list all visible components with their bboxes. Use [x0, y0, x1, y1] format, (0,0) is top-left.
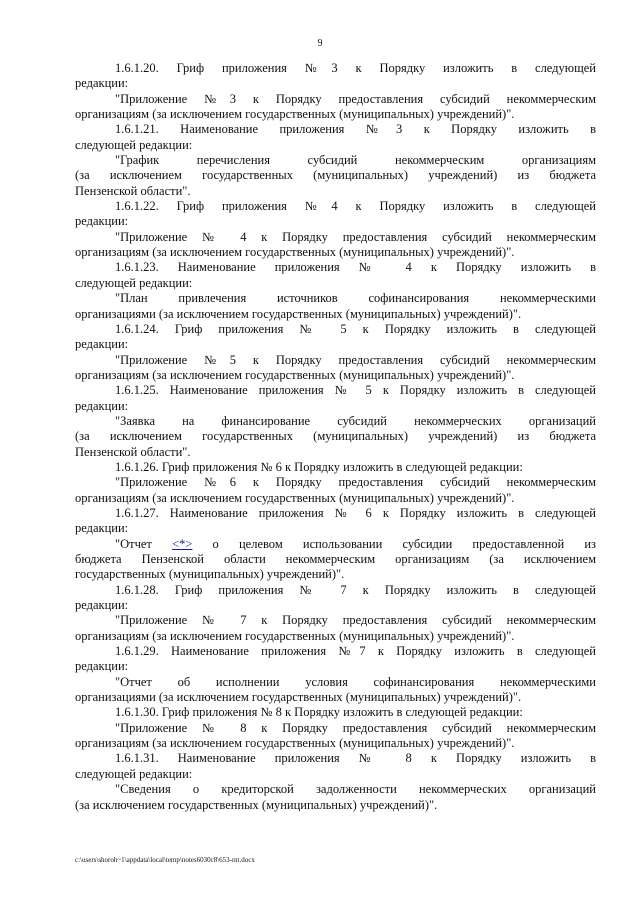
footnote-link[interactable]: <*>	[172, 536, 193, 551]
paragraph-line: "Приложение №5 к Порядку предоставления субсидий некоммерческим	[115, 352, 596, 367]
paragraph-line: 1.6.1.28. Гриф приложения № 7 к Порядку изложить в следующей	[115, 582, 596, 597]
paragraph-line: 1.6.1.20. Гриф приложения №3 к Порядку изложить в следующей	[115, 61, 596, 75]
paragraph-line: 1.6.1.29. Наименование приложения №7 к Порядку изложить в следующей	[115, 644, 596, 659]
quote-cofinancing-report	[75, 675, 596, 706]
page-number: 9	[317, 38, 323, 49]
paragraph-line: организациями (за исключением государственных (муниципальных) учреждений)".	[75, 306, 522, 321]
paragraph-1-6-1-24	[75, 322, 596, 353]
paragraph-line: 1.6.1.21. Наименование приложения №3 к Порядку изложить в	[115, 122, 596, 137]
paragraph-line: 1.6.1.30. Гриф приложения № 8 к Порядку изложить в следующей редакции:	[115, 705, 523, 720]
paragraph-line: "Приложение № 8 к Порядку предоставления субсидий некоммерческим	[115, 720, 596, 735]
paragraph-1-6-1-22	[75, 199, 596, 230]
paragraph-line: "Приложение №3 к Порядку предоставления субсидий некоммерческим	[115, 91, 596, 106]
paragraph-line: редакции:	[75, 598, 129, 613]
paragraph-line: 1.6.1.26. Гриф приложения № 6 к Порядку изложить в следующей редакции:	[115, 459, 523, 474]
quote-appendix-3	[75, 92, 596, 123]
paragraph-line: Пензенской области".	[75, 183, 191, 198]
paragraph-line: редакции:	[75, 659, 129, 674]
paragraph-line: 1.6.1.27. Наименование приложения № 6 к Порядку изложить в следующей	[115, 505, 596, 520]
quote-usage-report	[75, 537, 596, 583]
paragraph-line: "График перечисления субсидий некоммерческим организациям	[115, 153, 596, 168]
paragraph-line: редакции:	[75, 76, 129, 91]
quote-financing-request	[75, 414, 596, 460]
paragraph-1-6-1-25	[75, 383, 596, 414]
paragraph-line: (за исключением государственных (муниципальных) учреждений) из бюджета	[75, 429, 596, 444]
paragraph-line: "Отчет об исполнении условия софинансирования некоммерческими	[115, 674, 596, 689]
paragraph-line: 1.6.1.23. Наименование приложения № 4 к Порядку изложить в	[115, 260, 596, 275]
paragraph-1-6-1-30	[75, 705, 596, 720]
paragraph-line: "Заявка на финансирование субсидий некоммерческих организаций	[115, 413, 596, 428]
paragraph-line: (за исключением государственных (муниципальных) учреждений)".	[75, 797, 438, 812]
paragraph-line: "Приложение № 4 к Порядку предоставления субсидий некоммерческим	[115, 229, 596, 244]
paragraph-1-6-1-27	[75, 506, 596, 537]
quote-schedule-title	[75, 153, 596, 199]
paragraph-line: следующей редакции:	[75, 137, 193, 152]
paragraph-line: следующей редакции:	[75, 766, 193, 781]
paragraph-line: организациям (за исключением государственных (муниципальных) учреждений)".	[75, 628, 515, 643]
paragraph-line: организациям (за исключением государственных (муниципальных) учреждений)".	[75, 245, 515, 260]
paragraph-line: 1.6.1.22. Гриф приложения №4 к Порядку изложить в следующей	[115, 199, 596, 214]
paragraph-1-6-1-23	[75, 260, 596, 291]
paragraph-line: редакции:	[75, 398, 129, 413]
quote-appendix-4	[75, 230, 596, 261]
paragraph-line: (за исключением государственных (муниципальных) учреждений) из бюджета	[75, 168, 596, 183]
paragraph-1-6-1-29	[75, 644, 596, 675]
document-body	[75, 61, 596, 813]
paragraph-line	[115, 537, 596, 551]
paragraph-text: о целевом использовании субсидии предоставленной из	[192, 536, 596, 551]
paragraph-line: организациями (за исключением государственных (муниципальных) учреждений)".	[75, 690, 522, 705]
footer-file-path: c:\users\shoroh~1\appdata\local\temp\notes6030c8\653-пп.docx	[75, 856, 255, 864]
paragraph-1-6-1-26	[75, 460, 596, 475]
quote-cofinancing-plan	[75, 291, 596, 322]
paragraph-line: организациям (за исключением государственных (муниципальных) учреждений)".	[75, 736, 515, 751]
paragraph-line: организациям (за исключением государственных (муниципальных) учреждений)".	[75, 107, 515, 122]
paragraph-1-6-1-31	[75, 751, 596, 782]
paragraph-line: организациям (за исключением государственных (муниципальных) учреждений)".	[75, 367, 515, 382]
paragraph-line: организациям (за исключением государственных (муниципальных) учреждений)".	[75, 490, 515, 505]
paragraph-1-6-1-28	[75, 583, 596, 614]
paragraph-line: редакции:	[75, 214, 129, 229]
quote-appendix-7	[75, 613, 596, 644]
quote-appendix-5	[75, 353, 596, 384]
paragraph-1-6-1-20	[75, 61, 596, 92]
paragraph-1-6-1-21	[75, 122, 596, 153]
paragraph-line: 1.6.1.31. Наименование приложения № 8 к Порядку изложить в	[115, 751, 596, 766]
paragraph-line: редакции:	[75, 521, 129, 536]
paragraph-line: "Приложение № 7 к Порядку предоставления субсидий некоммерческим	[115, 613, 596, 628]
quote-creditor-debt	[75, 782, 596, 813]
quote-appendix-6	[75, 475, 596, 506]
paragraph-line: 1.6.1.25. Наименование приложения № 5 к Порядку изложить в следующей	[115, 383, 596, 398]
paragraph-text: "Отчет	[115, 536, 173, 551]
paragraph-line: следующей редакции:	[75, 275, 193, 290]
paragraph-line: 1.6.1.24. Гриф приложения № 5 к Порядку изложить в следующей	[115, 321, 596, 336]
paragraph-line: государственных (муниципальных) учреждений)".	[75, 567, 345, 582]
paragraph-line: "Приложение №6 к Порядку предоставления субсидий некоммерческим	[115, 475, 596, 490]
paragraph-line: Пензенской области".	[75, 444, 191, 459]
paragraph-line: "План привлечения источников софинансирования некоммерческими	[115, 291, 596, 306]
quote-appendix-8	[75, 721, 596, 752]
paragraph-line: редакции:	[75, 337, 129, 352]
paragraph-line: "Сведения о кредиторской задолженности некоммерческих организаций	[115, 782, 596, 797]
paragraph-line: бюджета Пензенской области некоммерческим организациям (за исключением	[75, 552, 596, 566]
